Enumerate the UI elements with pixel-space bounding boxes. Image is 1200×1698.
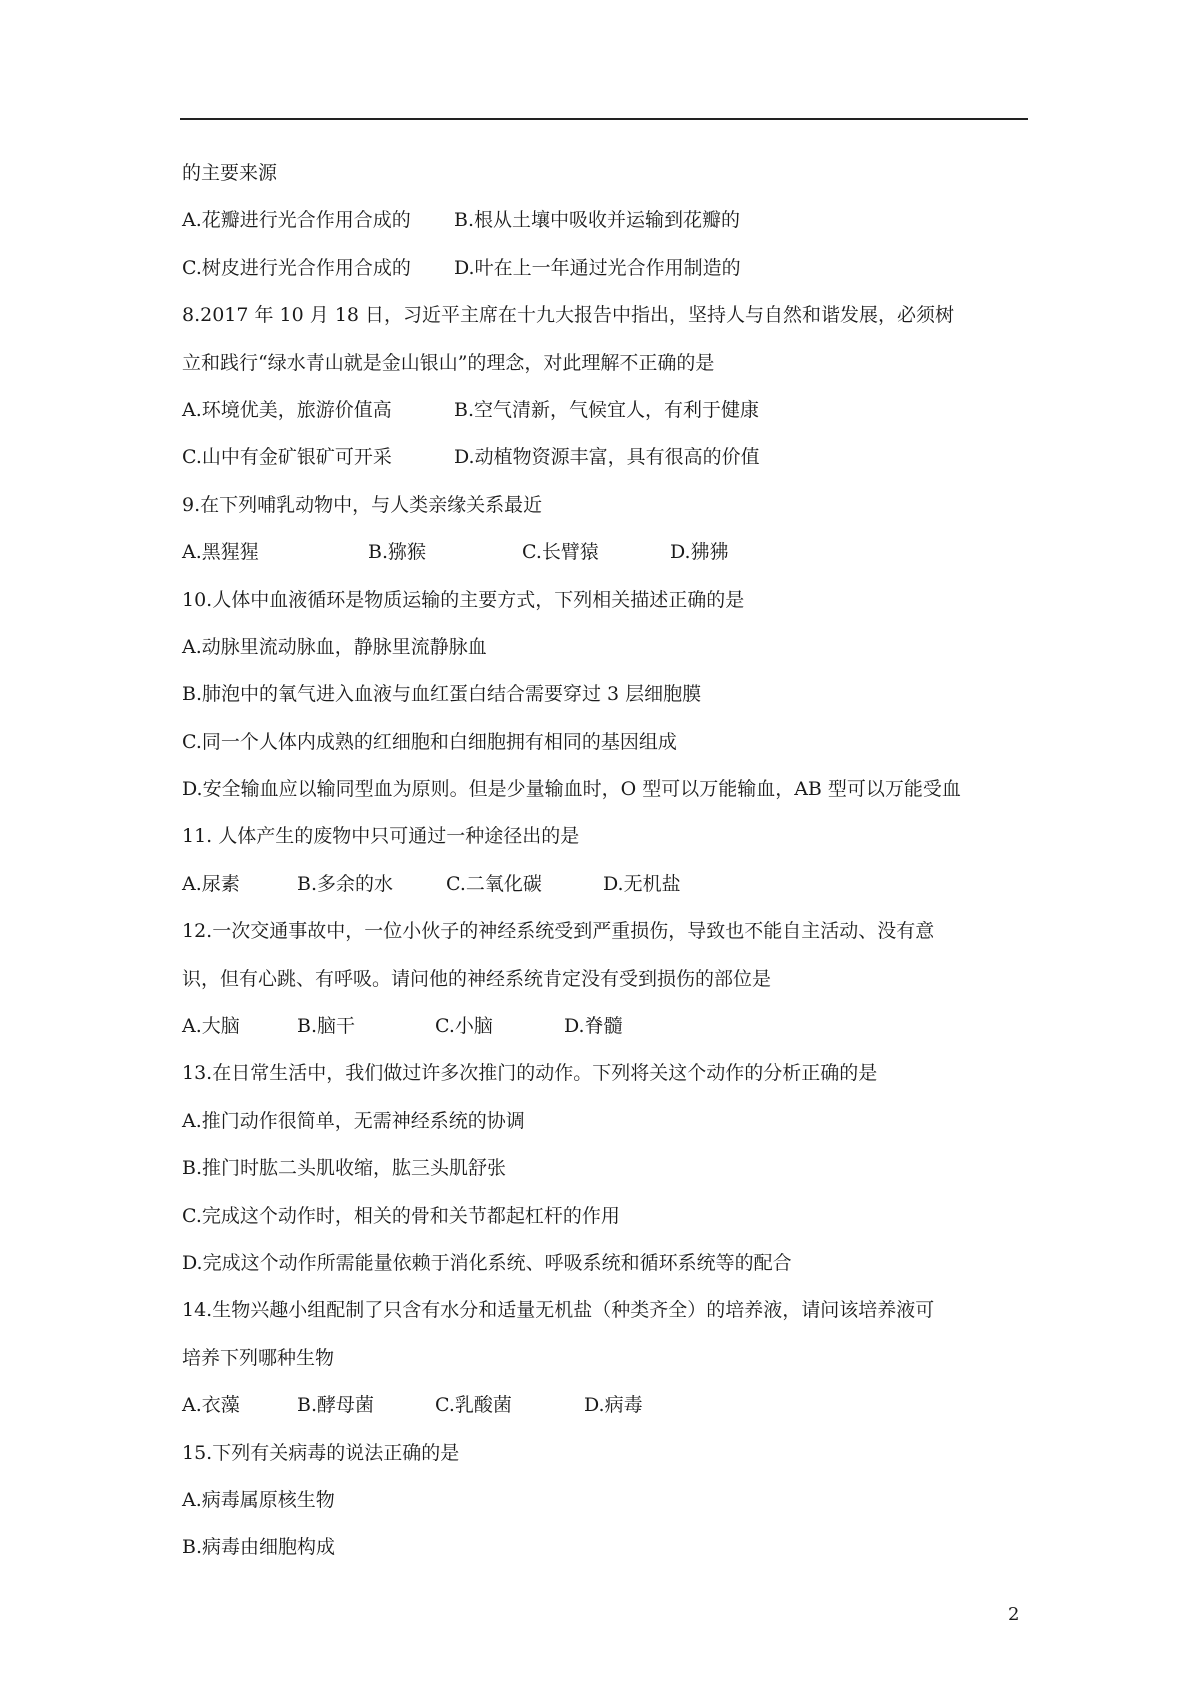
q12-stem-line-1: 12.一次交通事故中，一位小伙子的神经系统受到严重损伤，导致也不能自主活动、没有意 — [182, 920, 935, 943]
q13-option-a: A.推门动作很简单，无需神经系统的协调 — [182, 1109, 525, 1132]
q15-stem: 15.下列有关病毒的说法正确的是 — [182, 1441, 460, 1464]
q15-option-b: B.病毒由细胞构成 — [182, 1536, 336, 1559]
q10-option-d: D.安全输血应以输同型血为原则。但是少量输血时，O 型可以万能输血，AB 型可以万能受血 — [182, 778, 961, 801]
q7-options-row-1 — [182, 197, 1032, 244]
q12-option-b: B.脑干 — [297, 1015, 356, 1038]
q11-option-d: D.无机盐 — [603, 872, 681, 895]
q8-stem-line-2: 立和践行“绿水青山就是金山银山”的理念，对此理解不正确的是 — [182, 351, 715, 374]
q8-stem-line-1: 8.2017 年 10 月 18 日，习近平主席在十九大报告中指出，坚持人与自然和谐发展，必须树 — [182, 304, 955, 327]
q9-option-c: C.长臂猿 — [522, 541, 599, 564]
q12-option-d: D.脊髓 — [564, 1015, 623, 1038]
q8-option-b: B.空气清新，气候宜人，有利于健康 — [454, 398, 760, 421]
q11-option-a: A.尿素 — [182, 872, 240, 895]
q11-stem: 11. 人体产生的废物中只可通过一种途径出的是 — [182, 825, 580, 848]
q11-option-b: B.多余的水 — [297, 872, 394, 895]
q14-option-b: B.酵母菌 — [297, 1394, 375, 1417]
q11-options — [182, 861, 1032, 908]
q7-option-d: D.叶在上一年通过光合作用制造的 — [454, 256, 741, 279]
q9-options — [182, 529, 1032, 576]
q8-option-c: C.山中有金矿银矿可开采 — [182, 446, 392, 469]
q12-option-a: A.大脑 — [182, 1015, 240, 1038]
q14-option-d: D.病毒 — [584, 1394, 643, 1417]
q8-option-a: A.环境优美，旅游价值高 — [182, 398, 392, 421]
page-number: 2 — [1008, 1604, 1020, 1625]
q7-options-row-2 — [182, 245, 1032, 292]
page-content — [182, 150, 1032, 1572]
q10-option-c: C.同一个人体内成熟的红细胞和白细胞拥有相同的基因组成 — [182, 730, 677, 753]
q14-option-c: C.乳酸菌 — [435, 1394, 512, 1417]
q10-option-b: B.肺泡中的氧气进入血液与血红蛋白结合需要穿过 3 层细胞膜 — [182, 683, 702, 706]
q12-options — [182, 1003, 1032, 1050]
q14-stem-line-1: 14.生物兴趣小组配制了只含有水分和适量无机盐（种类齐全）的培养液，请问该培养液可 — [182, 1299, 935, 1322]
header-rule — [180, 118, 1028, 120]
q7-stem-continuation: 的主要来源 — [182, 162, 278, 184]
q10-option-a: A.动脉里流动脉血，静脉里流静脉血 — [182, 635, 487, 658]
q13-option-d: D.完成这个动作所需能量依赖于消化系统、呼吸系统和循环系统等的配合 — [182, 1251, 792, 1274]
q8-options-row-2 — [182, 434, 1032, 481]
q12-option-c: C.小脑 — [435, 1015, 493, 1038]
q7-option-b: B.根从土壤中吸收并运输到花瓣的 — [454, 209, 741, 232]
q14-options — [182, 1382, 1032, 1429]
q8-options-row-1 — [182, 387, 1032, 434]
q9-option-a: A.黑猩猩 — [182, 541, 259, 564]
q15-option-a: A.病毒属原核生物 — [182, 1488, 335, 1511]
q8-option-d: D.动植物资源丰富，具有很高的价值 — [454, 446, 760, 469]
q13-stem: 13.在日常生活中，我们做过许多次推门的动作。下列将关这个动作的分析正确的是 — [182, 1062, 878, 1085]
q11-option-c: C.二氧化碳 — [446, 872, 542, 895]
q14-stem-line-2: 培养下列哪种生物 — [182, 1346, 335, 1369]
q14-option-a: A.衣藻 — [182, 1394, 240, 1417]
q13-option-c: C.完成这个动作时，相关的骨和关节都起杠杆的作用 — [182, 1204, 620, 1227]
q9-stem: 9.在下列哺乳动物中，与人类亲缘关系最近 — [182, 493, 543, 516]
q10-stem: 10.人体中血液循环是物质运输的主要方式，下列相关描述正确的是 — [182, 588, 745, 611]
q12-stem-line-2: 识，但有心跳、有呼吸。请问他的神经系统肯定没有受到损伤的部位是 — [182, 967, 772, 990]
q7-option-c: C.树皮进行光合作用合成的 — [182, 256, 411, 279]
q13-option-b: B.推门时肱二头肌收缩，肱三头肌舒张 — [182, 1157, 507, 1180]
q7-option-a: A.花瓣进行光合作用合成的 — [182, 209, 411, 232]
q9-option-b: B.猕猴 — [368, 541, 427, 564]
q9-option-d: D.狒狒 — [670, 541, 729, 564]
